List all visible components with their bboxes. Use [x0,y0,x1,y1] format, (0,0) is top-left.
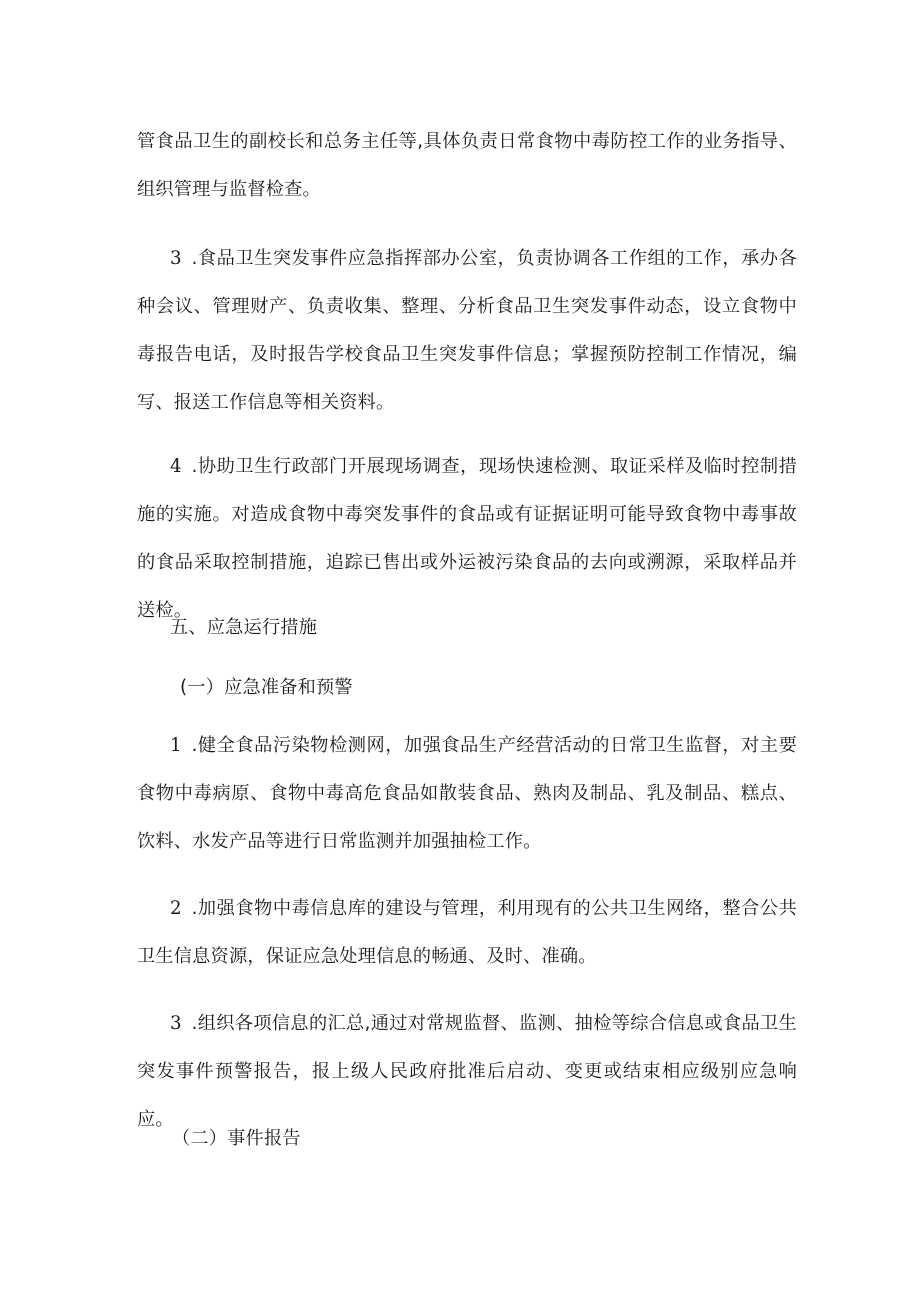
list-item-2 [137,885,797,981]
item-number: 4 [170,456,192,477]
item-text: .加强食物中毒信息库的建设与管理，利用现有的公共卫生网络，整合公共卫生信息资源，保证应急处理信息的畅通、及时、准确。 [137,898,797,967]
item-number: 3 [170,1013,192,1034]
section-heading-5: 五、应急运行措施 [170,617,318,638]
item-text: .健全食品污染物检测网，加强食品生产经营活动的日常卫生监督，对主要食物中毒病原、食物中毒高危食品如散装食品、熟肉及制品、乳及制品、糕点、饮料、水发产品等进行日常监测并加强抽检工作。 [137,735,797,852]
item-number: 1 [170,735,192,756]
paragraph-text: 管食品卫生的副校长和总务主任等,具体负责日常食物中毒防控工作的业务指导、组织管理与监督检查。 [137,131,797,200]
list-item-3 [137,235,797,427]
subsection-heading-1: (一）应急准备和预警 [180,677,353,698]
item-text: .协助卫生行政部门开展现场调查，现场快速检测、取证采样及临时控制措施的实施。对造成食物中毒突发事件的食品或有证据证明可能导致食物中毒事故的食品采取控制措施，追踪已售出或外运被污染食品的去向或溯源，采取样品并送检。 [137,456,797,621]
item-text: .组织各项信息的汇总,通过对常规监督、监测、抽检等综合信息或食品卫生突发事件预警报告，报上级人民政府批准后启动、变更或结束相应级别应急响应。 [137,1013,797,1130]
paragraph-continuation [137,118,797,214]
item-number: 3 [170,248,192,269]
item-number: 2 [170,898,192,919]
item-text: .食品卫生突发事件应急指挥部办公室，负责协调各工作组的工作，承办各种会议、管理财产、负责收集、整理、分析食品卫生突发事件动态，设立食物中毒报告电话，及时报告学校食品卫生突发事件信息；掌握预防控制工作情况，编写、报送工作信息等相关资料。 [137,248,797,413]
subsection-heading-2: （二）事件报告 [172,1128,301,1149]
list-item-1 [137,722,797,866]
